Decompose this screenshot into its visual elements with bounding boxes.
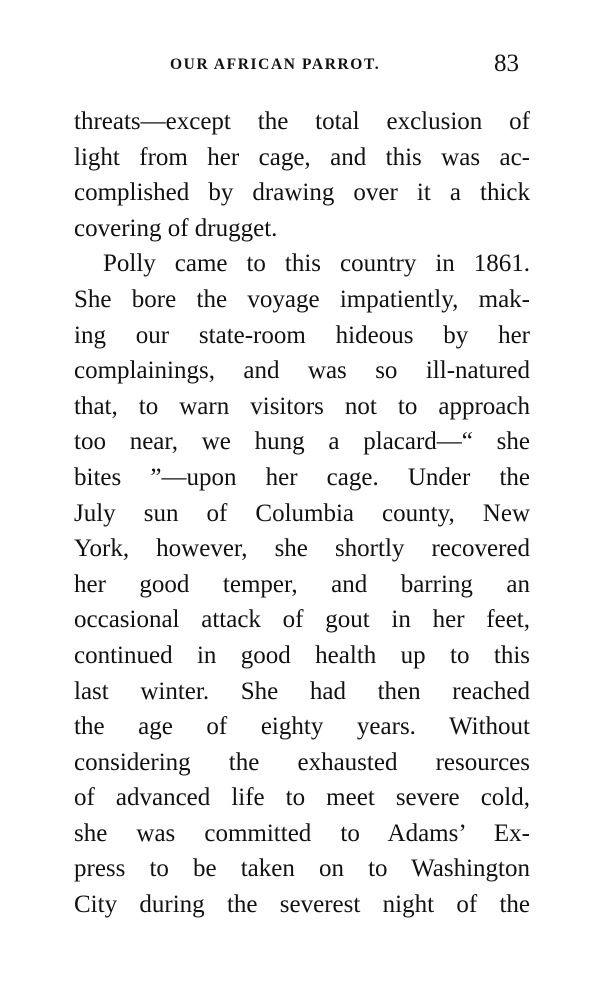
text-line: occasional attack of gout in her feet, [74, 606, 530, 634]
text-line: that, to warn visitors not to approach [74, 392, 530, 420]
text-line: complished by drawing over it a thick [74, 179, 530, 207]
text-line-paragraph-start: Polly came to this country in 1861. [103, 250, 530, 278]
text-line: bites ”—upon her cage. Under the [74, 463, 530, 491]
running-title: OUR AFRICAN PARROT. [170, 56, 381, 73]
text-line: last winter. She had then reached [74, 677, 530, 705]
text-line: her good temper, and barring an [74, 570, 530, 598]
text-line: press to be taken on to Washington [74, 855, 530, 883]
body-text [74, 104, 530, 923]
text-line: light from her cage, and this was ac- [74, 143, 530, 171]
text-line: July sun of Columbia county, New [74, 499, 530, 527]
text-line: of advanced life to meet severe cold, [74, 784, 530, 812]
text-line: City during the severest night of the [74, 891, 530, 919]
text-line: too near, we hung a placard—“ she [74, 428, 530, 456]
text-line: She bore the voyage impatiently, mak- [74, 285, 530, 313]
text-line: covering of drugget. [74, 214, 278, 242]
text-line: considering the exhausted resources [74, 748, 530, 776]
text-line: York, however, she shortly recovered [74, 535, 530, 563]
text-line: threats—except the total exclusion of [74, 108, 530, 135]
text-line: ing our state-room hideous by her [74, 321, 530, 349]
text-line: complainings, and was so ill-natured [74, 357, 530, 385]
page-number: 83 [494, 50, 519, 77]
text-line: the age of eighty years. Without [74, 713, 530, 741]
text-line: she was committed to Adams’ Ex- [74, 819, 530, 847]
text-line: continued in good health up to this [74, 641, 530, 669]
